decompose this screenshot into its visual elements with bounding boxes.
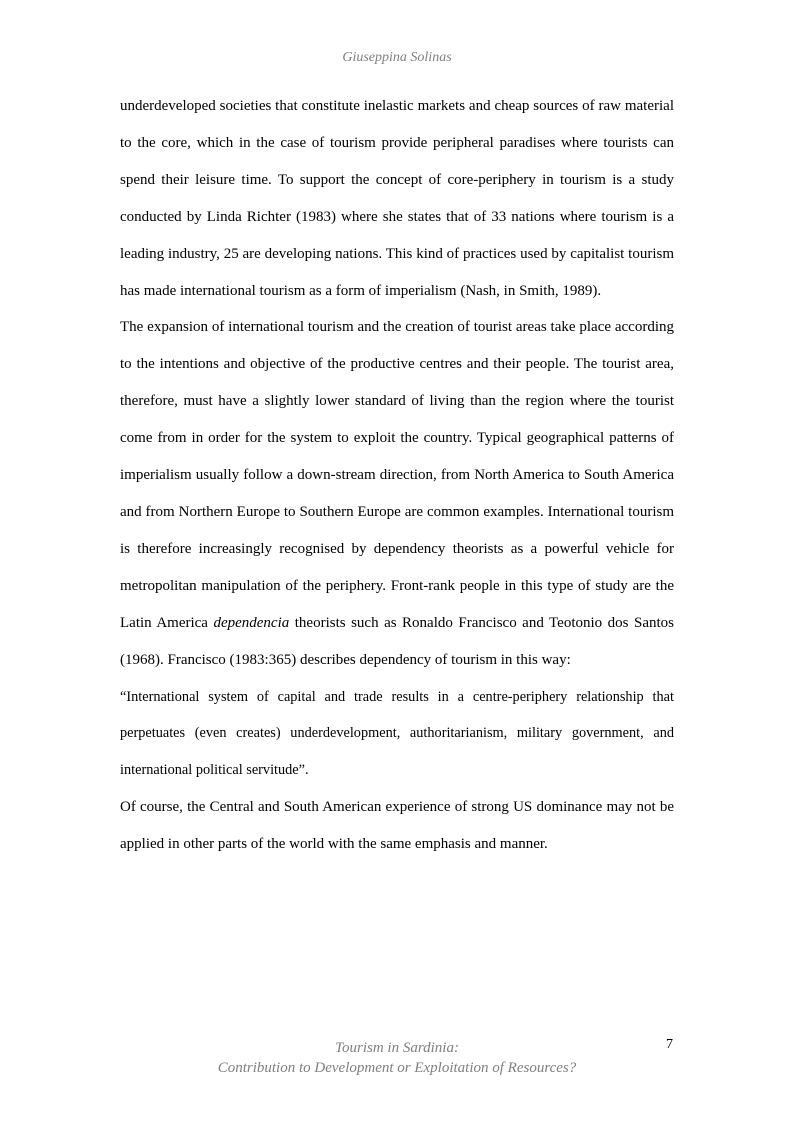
paragraph-2-text-b: theorists such as Ronaldo Francisco and Teotonio dos Santos (1968). Francisco (1983:365) describes dependency of tourism in this way: [120,614,674,668]
body-text [120,88,674,863]
paragraph-3: Of course, the Central and South American experience of strong US dominance may not be applied in other parts of the world with the same emphasis and manner. [120,799,674,853]
header-author: Giuseppina Solinas [342,50,452,65]
block-quote: “International system of capital and trade results in a centre-periphery relationship that perpetuates (even creates) underdevelopment, authoritarianism, military government, and international political servitude”. [120,688,674,779]
running-footer [0,1038,794,1078]
paragraph-2 [120,309,674,678]
paragraph-1: underdeveloped societies that constitute inelastic markets and cheap sources of raw material to the core, which in the case of tourism provide peripheral paradises where tourists can spend their leisure time. To support the concept of core-periphery in tourism is a study conducted by Linda Richter (1983) where she states that of 33 nations where tourism is a leading industry, 25 are developing nations. This kind of practices used by capitalist tourism has made international tourism as a form of imperialism (Nash, in Smith, 1989). [120,98,674,299]
page-number: 7 [666,1037,673,1052]
paragraph-2-text-a: The expansion of international tourism and the creation of tourist areas take place according to the intentions and objective of the productive centres and their people. The tourist area, therefore, must have a slightly lower standard of living than the region where the tourist come from in order for the system to exploit the country. Typical geographical patterns of imperialism usually follow a down-stream direction, from North America to South America and from Northern Europe to Southern Europe are common examples. International tourism is therefore increasingly recognised by dependency theorists as a powerful vehicle for metropolitan manipulation of the periphery. Front-rank people in this type of study are the Latin America [120,319,674,631]
footer-title-line-2: Contribution to Development or Exploitation of Resources? [217,1060,577,1076]
italic-term: dependencia [213,614,290,631]
footer-title-line-1: Tourism in Sardinia: [335,1040,459,1056]
running-header [0,50,794,66]
